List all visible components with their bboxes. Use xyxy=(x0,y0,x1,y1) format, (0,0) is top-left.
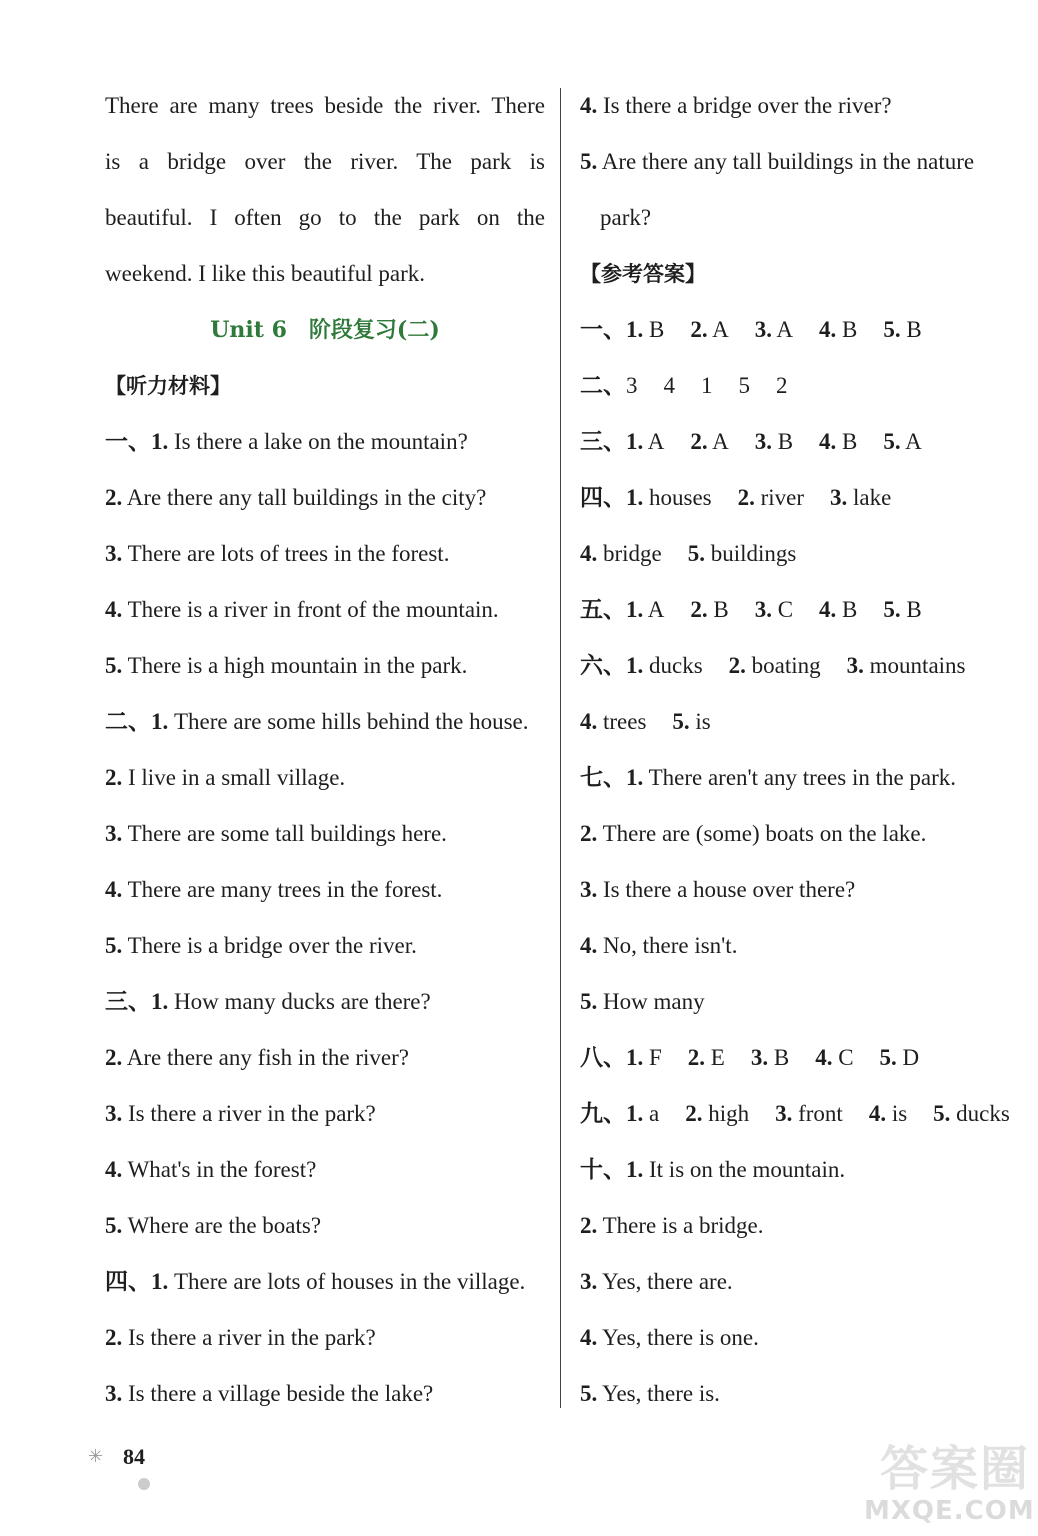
answer-item xyxy=(883,427,921,457)
answer-item xyxy=(701,371,713,401)
answer-value: trees xyxy=(597,709,647,734)
answer-item xyxy=(776,371,788,401)
answer-item xyxy=(738,483,804,513)
answer-item xyxy=(688,539,797,569)
answer-item xyxy=(626,1099,659,1129)
answer-row xyxy=(580,1099,1025,1129)
item-number: 1. xyxy=(151,709,169,734)
item-number: 4. xyxy=(105,877,123,902)
item-number: 1. xyxy=(626,317,644,342)
item-number: 5. xyxy=(672,709,690,734)
answer-value: ducks xyxy=(950,1101,1010,1126)
section-marker: 三、 xyxy=(105,989,151,1014)
answer-value: front xyxy=(792,1101,843,1126)
answer-row xyxy=(580,539,1025,569)
answer-item xyxy=(755,315,793,345)
answer-item xyxy=(626,595,664,625)
item-number: 1. xyxy=(626,1101,644,1126)
item-number: 4. xyxy=(819,597,837,622)
answer-row xyxy=(580,651,1025,681)
answer-item xyxy=(580,931,737,961)
answer-item xyxy=(775,1099,843,1129)
transcript-line xyxy=(105,539,545,569)
unit-label: Unit 6 xyxy=(210,317,287,343)
answer-item xyxy=(869,1099,907,1129)
item-number: 5. xyxy=(879,1045,897,1070)
answer-value: 1 xyxy=(701,373,713,398)
item-text: What's in the forest? xyxy=(122,1157,317,1182)
transcript-line xyxy=(105,1155,545,1185)
answer-row xyxy=(580,315,1025,345)
item-text: Are there any tall buildings in the nature xyxy=(597,149,975,174)
answer-item xyxy=(729,651,821,681)
answer-value: Yes, there are. xyxy=(597,1269,733,1294)
item-number: 1. xyxy=(151,989,169,1014)
answer-item xyxy=(580,707,646,737)
answer-item xyxy=(755,427,793,457)
answer-item xyxy=(580,987,705,1017)
item-number: 5. xyxy=(687,541,706,566)
item-number: 5. xyxy=(105,653,123,678)
answer-value: C xyxy=(832,1045,854,1070)
item-number: 3. xyxy=(105,1101,123,1126)
answer-item xyxy=(685,1099,749,1129)
answer-value: buildings xyxy=(705,541,797,566)
item-number: 2. xyxy=(580,1213,598,1238)
transcript-line xyxy=(105,875,545,905)
item-text: There are some hills behind the house. xyxy=(168,709,529,734)
answer-item xyxy=(626,371,638,401)
item-number: 4. xyxy=(580,93,598,118)
item-text: Is there a village beside the lake? xyxy=(122,1381,434,1406)
answer-row xyxy=(580,987,1025,1017)
transcript-line xyxy=(580,203,1025,233)
answer-row xyxy=(580,1043,1025,1073)
item-number: 2. xyxy=(690,429,708,454)
answer-value: F xyxy=(643,1045,662,1070)
answer-value: 4 xyxy=(663,373,675,398)
answer-value: C xyxy=(771,597,794,622)
answer-item xyxy=(751,1043,789,1073)
answer-item xyxy=(626,427,664,457)
item-number: 2. xyxy=(687,1045,706,1070)
item-number: 5. xyxy=(933,1101,951,1126)
item-number: 2. xyxy=(690,597,708,622)
item-number: 5. xyxy=(105,1213,123,1238)
answer-item xyxy=(672,707,710,737)
item-number: 5. xyxy=(580,989,598,1014)
item-number: 4. xyxy=(580,1325,598,1350)
answer-item xyxy=(580,819,926,849)
column-divider xyxy=(560,88,561,1408)
item-number: 1. xyxy=(626,653,644,678)
answer-row xyxy=(580,371,1025,401)
answer-item xyxy=(626,1043,662,1073)
answer-item xyxy=(580,539,662,569)
item-number: 4. xyxy=(819,429,837,454)
item-number: 1. xyxy=(626,597,644,622)
watermark-site: MXQE.COM xyxy=(864,1496,1035,1526)
section-marker: 九、 xyxy=(580,1101,626,1126)
watermark xyxy=(860,1430,1035,1530)
passage-line: weekend. I like this beautiful park. xyxy=(105,261,425,286)
section-marker: 二、 xyxy=(580,373,626,398)
item-number: 5. xyxy=(883,429,901,454)
item-number: 4. xyxy=(105,1157,123,1182)
answer-item xyxy=(580,875,855,905)
answer-row xyxy=(580,483,1025,513)
answer-value: B xyxy=(768,1045,790,1070)
answer-value: B xyxy=(771,429,794,454)
item-number: 1. xyxy=(626,1045,644,1070)
item-number: 3. xyxy=(105,1381,123,1406)
answer-row xyxy=(580,819,1025,849)
item-text: Are there any tall buildings in the city? xyxy=(122,485,487,510)
item-number: 2. xyxy=(105,765,123,790)
transcript-line xyxy=(105,931,545,961)
answer-row xyxy=(580,1323,1025,1353)
answer-row xyxy=(580,427,1025,457)
item-number: 4. xyxy=(580,541,598,566)
item-number: 3. xyxy=(775,1101,793,1126)
item-number: 3. xyxy=(750,1045,769,1070)
item-number: 4. xyxy=(580,933,598,958)
transcript-line xyxy=(105,427,545,457)
answer-item xyxy=(933,1099,1010,1129)
answer-value: river xyxy=(754,485,805,510)
item-number: 5. xyxy=(105,933,123,958)
item-text: Is there a river in the park? xyxy=(122,1101,376,1126)
answer-value: No, there isn't. xyxy=(597,933,738,958)
transcript-line xyxy=(105,987,545,1017)
transcript-line xyxy=(105,1211,545,1241)
item-number: 2. xyxy=(685,1101,703,1126)
answer-value: B xyxy=(836,597,858,622)
item-number: 1. xyxy=(151,1269,169,1294)
answer-item xyxy=(580,1323,759,1353)
answer-value: B xyxy=(836,317,858,342)
page-number: 84 xyxy=(123,1444,145,1469)
answer-value: A xyxy=(643,597,665,622)
answer-heading: 【参考答案】 xyxy=(580,262,706,286)
answer-value: boating xyxy=(745,653,821,678)
transcript-line xyxy=(105,1099,545,1129)
answer-item xyxy=(688,1043,725,1073)
item-text: Is there a lake on the mountain? xyxy=(168,429,468,454)
item-number: 5. xyxy=(883,597,901,622)
item-number: 2. xyxy=(728,653,746,678)
item-number: 4. xyxy=(868,1101,887,1126)
item-number: 4. xyxy=(815,1045,833,1070)
transcript-line xyxy=(105,1043,545,1073)
answer-item xyxy=(819,427,857,457)
section-heading: 【听力材料】 xyxy=(105,374,231,398)
section-marker: 一、 xyxy=(580,317,626,342)
answer-value: A xyxy=(771,317,794,342)
answer-item xyxy=(580,1267,733,1297)
item-text: There is a bridge over the river. xyxy=(122,933,417,958)
section-marker: 四、 xyxy=(580,485,626,510)
answer-item xyxy=(664,371,676,401)
transcript-line xyxy=(105,707,545,737)
answer-value: a xyxy=(643,1101,660,1126)
item-number: 1. xyxy=(626,1157,644,1182)
star-icon: ✳ xyxy=(88,1446,104,1466)
item-number: 5. xyxy=(580,1381,598,1406)
transcript-line xyxy=(105,595,545,625)
answer-value: 5 xyxy=(738,373,750,398)
answer-item xyxy=(830,483,891,513)
item-number: 5. xyxy=(580,149,598,174)
item-text: I live in a small village. xyxy=(122,765,346,790)
item-number: 2. xyxy=(105,485,123,510)
answer-value: Yes, there is one. xyxy=(597,1325,759,1350)
transcript-line xyxy=(105,1323,545,1353)
item-number: 3. xyxy=(105,821,123,846)
answer-item xyxy=(819,595,857,625)
answer-value: lake xyxy=(847,485,892,510)
item-text: There are some tall buildings here. xyxy=(122,821,447,846)
answer-row xyxy=(580,1379,1025,1409)
item-number: 2. xyxy=(580,821,598,846)
passage-line: beautiful. I often go to the park on the xyxy=(105,205,545,230)
item-text: Is there a bridge over the river? xyxy=(597,93,892,118)
answer-value: Is there a house over there? xyxy=(597,877,856,902)
item-text: How many ducks are there? xyxy=(168,989,431,1014)
answer-item xyxy=(626,763,956,793)
item-number: 3. xyxy=(830,485,848,510)
transcript-line xyxy=(105,1267,545,1297)
item-number: 1. xyxy=(626,429,644,454)
unit-subtitle: 阶段复习(二) xyxy=(308,317,440,343)
item-number: 3. xyxy=(754,429,772,454)
answer-item xyxy=(739,371,751,401)
answer-row xyxy=(580,1155,1025,1185)
answer-value: A xyxy=(643,429,665,454)
answer-value: A xyxy=(900,429,922,454)
answer-value: houses xyxy=(643,485,712,510)
item-number: 2. xyxy=(105,1325,123,1350)
passage-line: There are many trees beside the river. There xyxy=(105,93,545,118)
answer-value: B xyxy=(900,317,922,342)
answer-value: How many xyxy=(597,989,705,1014)
passage-line: is a bridge over the river. The park is xyxy=(105,149,545,174)
section-marker: 七、 xyxy=(580,765,626,790)
item-number: 1. xyxy=(151,429,169,454)
answer-value: is xyxy=(689,709,711,734)
answer-value: ducks xyxy=(643,653,703,678)
answer-value: is xyxy=(886,1101,908,1126)
item-number: 4. xyxy=(105,597,123,622)
answer-row xyxy=(580,875,1025,905)
section-marker: 三、 xyxy=(580,429,626,454)
answer-value: B xyxy=(900,597,922,622)
answer-row xyxy=(580,1211,1025,1241)
answer-item xyxy=(626,1155,845,1185)
answer-item xyxy=(847,651,966,681)
answer-value: E xyxy=(705,1045,725,1070)
item-text: There are lots of trees in the forest. xyxy=(122,541,450,566)
transcript-line xyxy=(105,1379,545,1409)
answer-value: There is a bridge. xyxy=(597,1213,764,1238)
answer-row xyxy=(580,931,1025,961)
answer-item xyxy=(883,315,921,345)
answer-item xyxy=(755,595,793,625)
answer-item xyxy=(690,427,728,457)
transcript-line xyxy=(105,651,545,681)
answer-value: It is on the mountain. xyxy=(643,1157,846,1182)
dot-icon xyxy=(138,1478,150,1490)
transcript-line xyxy=(105,483,545,513)
item-number: 5. xyxy=(883,317,901,342)
answer-value: 3 xyxy=(626,373,638,398)
answer-item xyxy=(626,315,664,345)
item-number: 2. xyxy=(105,1045,123,1070)
answer-row xyxy=(580,707,1025,737)
item-text: There are lots of houses in the village. xyxy=(168,1269,526,1294)
item-number: 4. xyxy=(580,709,598,734)
answer-value: bridge xyxy=(597,541,662,566)
section-marker: 十、 xyxy=(580,1157,626,1182)
section-marker: 二、 xyxy=(105,709,151,734)
unit-title xyxy=(105,315,545,345)
section-marker: 五、 xyxy=(580,597,626,622)
section-marker: 四、 xyxy=(105,1269,151,1294)
section-marker: 六、 xyxy=(580,653,626,678)
answer-value: Yes, there is. xyxy=(597,1381,720,1406)
item-number: 2. xyxy=(690,317,708,342)
transcript-line xyxy=(105,763,545,793)
section-marker: 八、 xyxy=(580,1045,626,1070)
answer-row xyxy=(580,595,1025,625)
answer-item xyxy=(819,315,857,345)
answer-value: A xyxy=(707,429,729,454)
item-number: 3. xyxy=(580,1269,598,1294)
item-text: Is there a river in the park? xyxy=(122,1325,376,1350)
answer-item xyxy=(580,1211,764,1241)
answer-item xyxy=(880,1043,920,1073)
answer-item xyxy=(690,595,728,625)
item-text: There is a river in front of the mountain. xyxy=(122,597,499,622)
watermark-logo: 答案圈 xyxy=(880,1441,1031,1497)
section-marker: 一、 xyxy=(105,429,151,454)
answer-value: A xyxy=(707,317,729,342)
answer-item xyxy=(883,595,921,625)
transcript-line xyxy=(580,147,1025,177)
item-number: 3. xyxy=(754,317,772,342)
answer-value: There are (some) boats on the lake. xyxy=(597,821,927,846)
item-number: 3. xyxy=(846,653,864,678)
answer-value: mountains xyxy=(863,653,966,678)
answer-value: There aren't any trees in the park. xyxy=(643,765,957,790)
answer-value: 2 xyxy=(776,373,788,398)
answer-item xyxy=(815,1043,853,1073)
item-number: 3. xyxy=(754,597,772,622)
item-text: There is a high mountain in the park. xyxy=(122,653,468,678)
answer-value: B xyxy=(707,597,729,622)
answer-row xyxy=(580,763,1025,793)
answer-item xyxy=(626,483,712,513)
answer-item xyxy=(690,315,728,345)
item-number: 4. xyxy=(819,317,837,342)
answer-value: B xyxy=(836,429,858,454)
answer-value: D xyxy=(896,1045,920,1070)
item-number: 1. xyxy=(626,485,644,510)
answer-value: high xyxy=(702,1101,750,1126)
item-text: Are there any fish in the river? xyxy=(122,1045,409,1070)
item-number: 1. xyxy=(626,765,644,790)
transcript-line xyxy=(580,91,1025,121)
item-number: 3. xyxy=(580,877,598,902)
item-number: 3. xyxy=(105,541,123,566)
answer-item xyxy=(626,651,703,681)
transcript-line xyxy=(105,819,545,849)
item-text: There are many trees in the forest. xyxy=(122,877,443,902)
answer-row xyxy=(580,1267,1025,1297)
answer-value: B xyxy=(643,317,665,342)
item-number: 2. xyxy=(737,485,755,510)
item-text: Where are the boats? xyxy=(122,1213,322,1238)
answer-item xyxy=(580,1379,720,1409)
item-text: park? xyxy=(600,205,652,230)
